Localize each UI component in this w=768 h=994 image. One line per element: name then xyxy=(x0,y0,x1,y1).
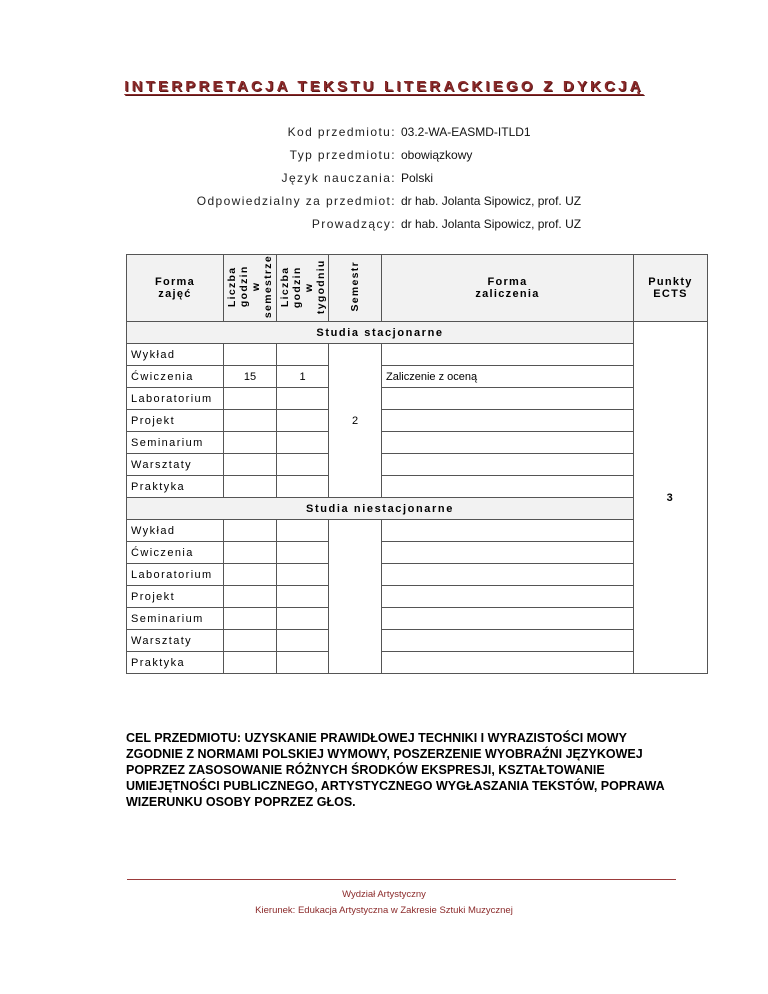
meta-label: Odpowiedzialny za przedmiot: xyxy=(196,194,396,208)
row-form: Seminarium xyxy=(127,608,224,630)
meta-label: Prowadzący: xyxy=(311,217,396,231)
header-vertical xyxy=(226,255,274,318)
row-hours-sem xyxy=(224,432,277,454)
footer-divider xyxy=(127,879,676,880)
row-credit xyxy=(382,454,634,476)
row-hours-week xyxy=(277,344,329,366)
table-row xyxy=(127,344,708,366)
row-credit xyxy=(382,388,634,410)
row-credit xyxy=(382,608,634,630)
row-form: Projekt xyxy=(127,586,224,608)
row-credit xyxy=(382,344,634,366)
row-hours-week xyxy=(277,388,329,410)
table-row xyxy=(127,432,708,454)
ects-value: 3 xyxy=(634,322,708,674)
table-row xyxy=(127,630,708,652)
section-label: Studia niestacjonarne xyxy=(127,498,634,520)
table-row xyxy=(127,586,708,608)
row-form: Ćwiczenia xyxy=(127,542,224,564)
table-row xyxy=(127,520,708,542)
header-text: Liczba godzin xyxy=(226,265,250,308)
meta-label: Kod przedmiotu: xyxy=(287,125,396,139)
table-row xyxy=(127,410,708,432)
row-hours-week xyxy=(277,432,329,454)
footer-program: Kierunek: Edukacja Artystyczna w Zakresie Sztuki Muzycznej xyxy=(255,905,513,916)
row-credit xyxy=(382,542,634,564)
table-row xyxy=(127,366,708,388)
header-vertical xyxy=(279,254,327,320)
row-credit xyxy=(382,652,634,674)
row-hours-week xyxy=(277,476,329,498)
row-credit xyxy=(382,630,634,652)
table-header-row xyxy=(127,255,708,322)
course-table xyxy=(126,254,708,674)
header-text: Punkty xyxy=(648,276,693,289)
row-hours-sem xyxy=(224,630,277,652)
header-forma-zaliczenia xyxy=(382,255,634,322)
meta-value: Polski xyxy=(401,171,434,185)
header-forma-zajec xyxy=(127,255,224,322)
row-form: Warsztaty xyxy=(127,630,224,652)
row-form: Warsztaty xyxy=(127,454,224,476)
footer xyxy=(0,887,768,919)
header-text: w semestrze xyxy=(250,255,274,319)
section-row-stacjonarne xyxy=(127,322,708,344)
meta-value: obowiązkowy xyxy=(401,148,473,162)
row-form: Laboratorium xyxy=(127,388,224,410)
header-vertical: Semestr xyxy=(349,261,361,312)
semester-value xyxy=(329,520,382,674)
header-text: zaliczenia xyxy=(475,288,540,301)
row-hours-sem xyxy=(224,476,277,498)
course-goal: CEL PRZEDMIOTU: UZYSKANIE PRAWIDŁOWEJ TECHNIKI I WYRAZISTOŚCI MOWY ZGODNIE Z NORMAMI POLSKIEJ WYMOWY, POSZERZENIE WYOBRAŹNI JĘZYKOWEJ POPRZEZ ZASOSOWANIE RÓŻNYCH ŚRODKÓW EKSPRESJI, KSZTAŁTOWANIE UMIEJĘTNOŚCI PUBLICZNEGO, ARTYSTYCZNEGO WYGŁASZANIA TEKSTÓW, POPRAWA WIZERUNKU OSOBY POPRZEZ GŁOS. xyxy=(126,731,665,809)
header-text: Liczba godzin xyxy=(278,265,303,308)
table-row xyxy=(127,564,708,586)
row-hours-sem: 15 xyxy=(224,366,277,388)
row-form: Wykład xyxy=(127,520,224,542)
row-hours-sem xyxy=(224,344,277,366)
row-hours-sem xyxy=(224,454,277,476)
meta-label: Typ przedmiotu: xyxy=(289,148,396,162)
row-form: Wykład xyxy=(127,344,224,366)
header-hours-semester xyxy=(224,255,277,322)
meta-value: dr hab. Jolanta Sipowicz, prof. UZ xyxy=(401,194,582,208)
row-form: Praktyka xyxy=(127,652,224,674)
meta-value: 03.2-WA-EASMD-ITLD1 xyxy=(401,125,531,139)
row-hours-sem xyxy=(224,608,277,630)
header-semester xyxy=(329,255,382,322)
row-hours-week xyxy=(277,564,329,586)
row-form: Projekt xyxy=(127,410,224,432)
header-text: Forma xyxy=(154,276,196,289)
row-credit: Zaliczenie z oceną xyxy=(382,366,634,388)
document-title: INTERPRETACJA TEKSTU LITERACKIEGO Z DYKCJĄ xyxy=(124,78,644,95)
footer-faculty: Wydział Artystyczny xyxy=(342,889,426,900)
row-hours-week xyxy=(277,454,329,476)
row-hours-week xyxy=(277,586,329,608)
row-hours-sem xyxy=(224,564,277,586)
row-hours-week xyxy=(277,542,329,564)
table-row xyxy=(127,608,708,630)
table-row xyxy=(127,652,708,674)
semester-value: 2 xyxy=(329,344,382,498)
table-row xyxy=(127,454,708,476)
row-credit xyxy=(382,432,634,454)
row-hours-sem xyxy=(224,586,277,608)
row-form: Laboratorium xyxy=(127,564,224,586)
row-credit xyxy=(382,520,634,542)
row-hours-week xyxy=(277,520,329,542)
row-hours-week xyxy=(277,630,329,652)
header-text: ECTS xyxy=(653,288,688,301)
meta-value: dr hab. Jolanta Sipowicz, prof. UZ xyxy=(401,217,582,231)
row-hours-sem xyxy=(224,652,277,674)
row-hours-week xyxy=(277,608,329,630)
header-hours-week xyxy=(277,255,329,322)
row-credit xyxy=(382,476,634,498)
table-row xyxy=(127,542,708,564)
header-text: zajęć xyxy=(158,288,192,301)
section-label: Studia stacjonarne xyxy=(127,322,634,344)
header-text: Forma xyxy=(487,276,528,289)
row-form: Praktyka xyxy=(127,476,224,498)
row-hours-week xyxy=(277,410,329,432)
row-credit xyxy=(382,586,634,608)
table-row xyxy=(127,476,708,498)
row-credit xyxy=(382,410,634,432)
row-form: Seminarium xyxy=(127,432,224,454)
row-hours-sem xyxy=(224,542,277,564)
row-credit xyxy=(382,564,634,586)
row-hours-week: 1 xyxy=(277,366,329,388)
row-hours-sem xyxy=(224,520,277,542)
row-hours-sem xyxy=(224,410,277,432)
header-ects xyxy=(634,255,708,322)
table-row xyxy=(127,388,708,410)
section-row-niestacjonarne xyxy=(127,498,708,520)
meta-label: Język nauczania: xyxy=(281,171,396,185)
row-hours-week xyxy=(277,652,329,674)
row-hours-sem xyxy=(224,388,277,410)
row-form: Ćwiczenia xyxy=(127,366,224,388)
header-text: w tygodniu xyxy=(302,259,327,314)
